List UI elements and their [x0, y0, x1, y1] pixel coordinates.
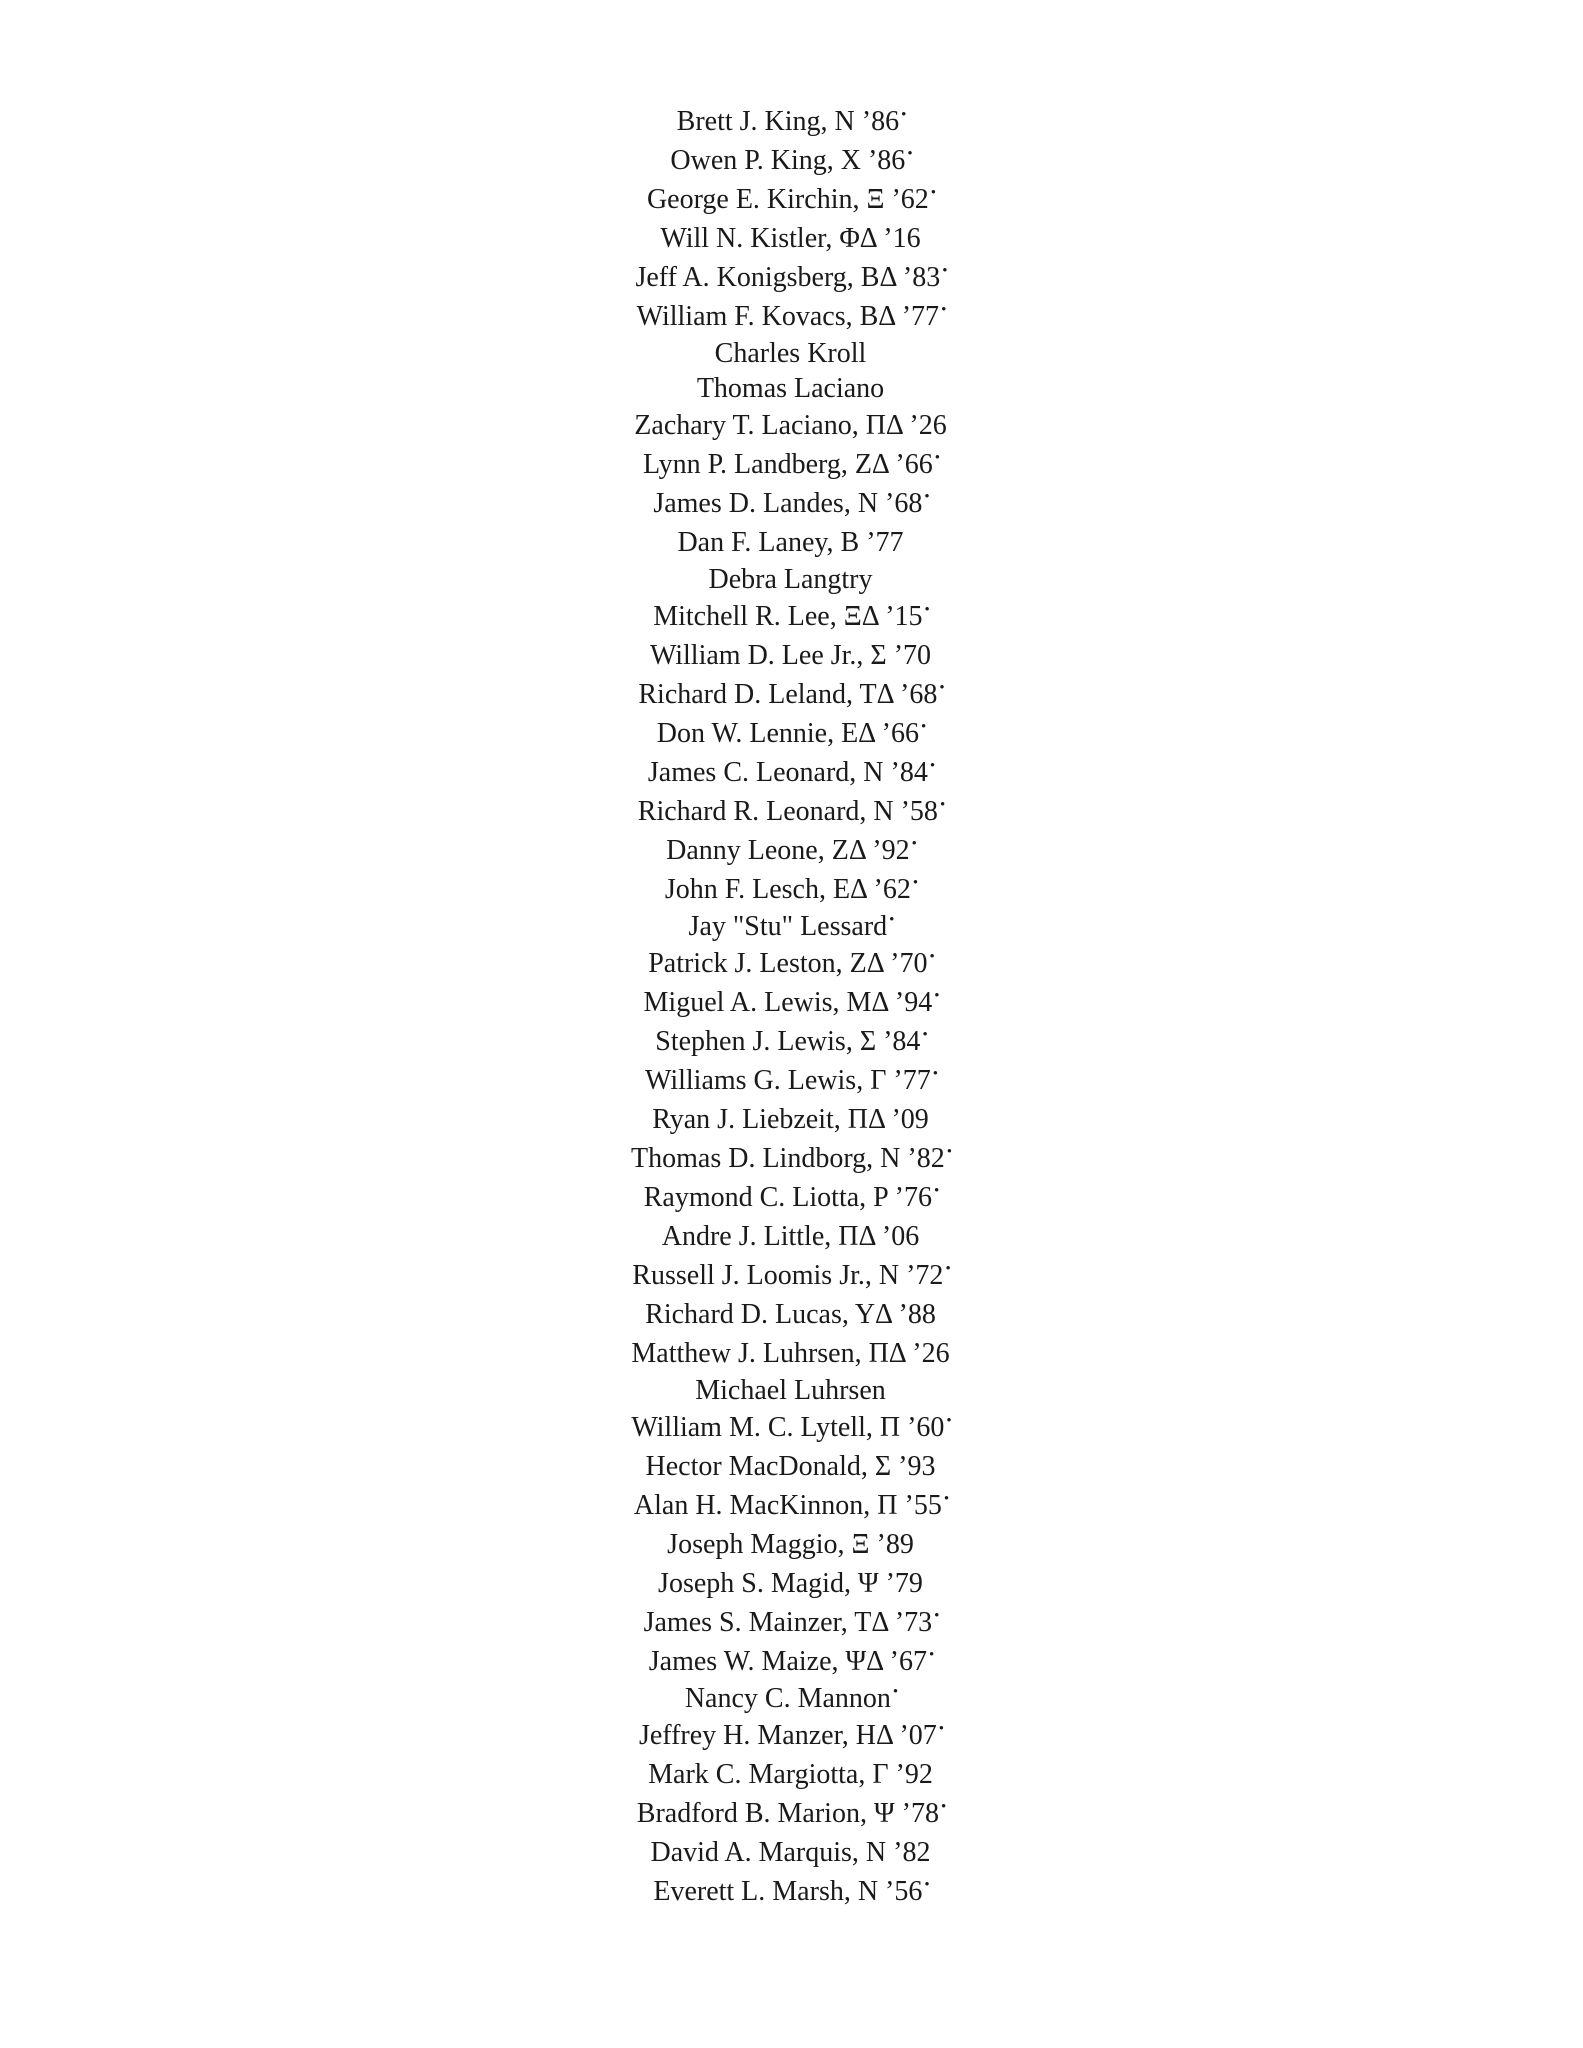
member-entry — [0, 1016, 1583, 1055]
member-entry — [0, 708, 1583, 747]
member-name: James D. Landes, N ’68 — [653, 488, 923, 519]
bullet-mark: • — [901, 107, 907, 123]
bullet-mark: • — [930, 185, 937, 201]
member-name-list — [0, 96, 1583, 1905]
bullet-mark: • — [943, 1491, 950, 1507]
member-entry — [0, 1710, 1583, 1749]
member-name: Raymond C. Liotta, P ’76 — [643, 1182, 933, 1213]
bullet-mark: • — [892, 1684, 899, 1700]
member-name: Bradford B. Marion, Ψ ’78 — [636, 1798, 939, 1829]
bullet-mark: • — [934, 1608, 940, 1624]
bullet-mark: • — [939, 797, 946, 813]
bullet-mark: • — [912, 875, 919, 891]
member-entry — [0, 669, 1583, 708]
member-name: Richard D. Leland, TΔ ’68 — [638, 679, 938, 710]
member-name: Richard R. Leonard, N ’58 — [637, 796, 938, 827]
member-entry — [0, 1558, 1583, 1597]
member-entry — [0, 252, 1583, 291]
member-entry — [0, 1827, 1583, 1866]
bullet-mark: • — [929, 949, 935, 965]
member-entry — [0, 591, 1583, 630]
bullet-mark: • — [928, 1647, 935, 1663]
member-name: Thomas D. Lindborg, N ’82 — [631, 1143, 945, 1174]
member-name: Jeff A. Konigsberg, BΔ ’83 — [635, 262, 941, 293]
member-name: Williams G. Lewis, Γ ’77 — [645, 1065, 931, 1096]
member-name: Dan F. Laney, B ’77 — [677, 527, 904, 558]
member-name: David A. Marquis, N ’82 — [650, 1837, 931, 1868]
member-name: Stephen J. Lewis, Σ ’84 — [655, 1026, 921, 1057]
member-name: Michael Luhrsen — [695, 1375, 886, 1406]
member-entry — [0, 1597, 1583, 1636]
member-entry — [0, 903, 1583, 942]
bullet-mark: • — [934, 1183, 940, 1199]
member-name: Ryan J. Liebzeit, ΠΔ ’09 — [652, 1104, 929, 1135]
bullet-mark: • — [946, 1144, 952, 1160]
member-name: Andre J. Little, ΠΔ ’06 — [661, 1221, 920, 1252]
member-name: Matthew J. Luhrsen, ΠΔ ’26 — [631, 1338, 950, 1369]
member-name: William F. Kovacs, BΔ ’77 — [636, 301, 940, 332]
member-entry — [0, 1636, 1583, 1675]
bullet-mark: • — [907, 146, 913, 162]
member-name: Will N. Kistler, ΦΔ ’16 — [660, 223, 921, 254]
member-entry — [0, 1749, 1583, 1788]
member-name: John F. Lesch, EΔ ’62 — [664, 874, 911, 905]
member-name: Charles Kroll — [714, 338, 867, 369]
bullet-mark: • — [945, 1261, 951, 1277]
member-entry — [0, 1250, 1583, 1289]
member-entry — [0, 135, 1583, 174]
member-name: Russell J. Loomis Jr., N ’72 — [632, 1260, 944, 1291]
member-entry — [0, 291, 1583, 330]
member-entry — [0, 1367, 1583, 1406]
member-entry — [0, 478, 1583, 517]
member-entry — [0, 1055, 1583, 1094]
member-name: Joseph Maggio, Ξ ’89 — [667, 1529, 914, 1560]
bullet-mark: • — [920, 719, 927, 735]
member-name: Everett L. Marsh, N ’56 — [653, 1876, 923, 1907]
member-name: Thomas Laciano — [696, 373, 885, 404]
bullet-mark: • — [911, 836, 917, 852]
member-name: Jeffrey H. Manzer, HΔ ’07 — [638, 1720, 937, 1751]
member-name: Owen P. King, X ’86 — [670, 145, 906, 176]
member-entry — [0, 174, 1583, 213]
member-entry — [0, 1402, 1583, 1441]
member-entry — [0, 365, 1583, 404]
member-entry — [0, 330, 1583, 369]
member-name: Miguel A. Lewis, MΔ ’94 — [643, 987, 933, 1018]
bullet-mark: • — [932, 1066, 938, 1082]
member-entry — [0, 96, 1583, 135]
member-entry — [0, 786, 1583, 825]
bullet-mark: • — [940, 1799, 947, 1815]
member-name: Nancy C. Mannon — [684, 1683, 891, 1714]
bullet-mark: • — [889, 912, 895, 928]
member-name: William M. C. Lytell, Π ’60 — [631, 1412, 945, 1443]
member-entry — [0, 1441, 1583, 1480]
member-name: Jay "Stu" Lessard — [688, 911, 888, 942]
member-name: Hector MacDonald, Σ ’93 — [645, 1451, 936, 1482]
member-name: Lynn P. Landberg, ZΔ ’66 — [643, 449, 933, 480]
member-name: James S. Mainzer, TΔ ’73 — [643, 1607, 933, 1638]
member-entry — [0, 1133, 1583, 1172]
bullet-mark: • — [939, 680, 945, 696]
member-name: Joseph S. Magid, Ψ ’79 — [658, 1568, 923, 1599]
member-entry — [0, 1480, 1583, 1519]
member-entry — [0, 1675, 1583, 1714]
bullet-mark: • — [924, 1877, 930, 1893]
bullet-mark: • — [929, 758, 936, 774]
member-entry — [0, 517, 1583, 556]
member-name: William D. Lee Jr., Σ ’70 — [649, 640, 932, 671]
member-name: Mitchell R. Lee, ΞΔ ’15 — [653, 601, 923, 632]
member-entry — [0, 864, 1583, 903]
member-name: Richard D. Lucas, YΔ ’88 — [645, 1299, 936, 1330]
member-name: Zachary T. Laciano, ΠΔ ’26 — [634, 410, 947, 441]
member-entry — [0, 556, 1583, 595]
member-entry — [0, 977, 1583, 1016]
member-entry — [0, 938, 1583, 977]
member-name: Debra Langtry — [708, 564, 873, 595]
member-entry — [0, 439, 1583, 478]
member-entry — [0, 630, 1583, 669]
member-name: George E. Kirchin, Ξ ’62 — [646, 184, 929, 215]
member-name: James W. Maize, ΨΔ ’67 — [648, 1646, 927, 1677]
bullet-mark: • — [924, 489, 930, 505]
bullet-mark: • — [938, 1721, 945, 1737]
member-entry — [0, 1328, 1583, 1367]
bullet-mark: • — [941, 302, 947, 318]
member-name: Patrick J. Leston, ZΔ ’70 — [648, 948, 928, 979]
member-entry — [0, 213, 1583, 252]
member-entry — [0, 825, 1583, 864]
member-entry — [0, 1519, 1583, 1558]
bullet-mark: • — [934, 988, 940, 1004]
bullet-mark: • — [942, 263, 948, 279]
member-name: Brett J. King, N ’86 — [676, 106, 900, 137]
member-name: Don W. Lennie, EΔ ’66 — [656, 718, 919, 749]
member-name: James C. Leonard, N ’84 — [647, 757, 928, 788]
member-entry — [0, 1094, 1583, 1133]
member-entry — [0, 747, 1583, 786]
bullet-mark: • — [934, 450, 940, 466]
bullet-mark: • — [922, 1027, 928, 1043]
member-entry — [0, 1788, 1583, 1827]
member-name: Mark C. Margiotta, Γ ’92 — [648, 1759, 933, 1790]
bullet-mark: • — [924, 602, 930, 618]
member-name: Danny Leone, ZΔ ’92 — [666, 835, 910, 866]
member-entry — [0, 1866, 1583, 1905]
member-entry — [0, 1211, 1583, 1250]
member-name: Alan H. MacKinnon, Π ’55 — [633, 1490, 942, 1521]
member-entry — [0, 400, 1583, 439]
member-entry — [0, 1172, 1583, 1211]
member-entry — [0, 1289, 1583, 1328]
bullet-mark: • — [946, 1413, 952, 1429]
